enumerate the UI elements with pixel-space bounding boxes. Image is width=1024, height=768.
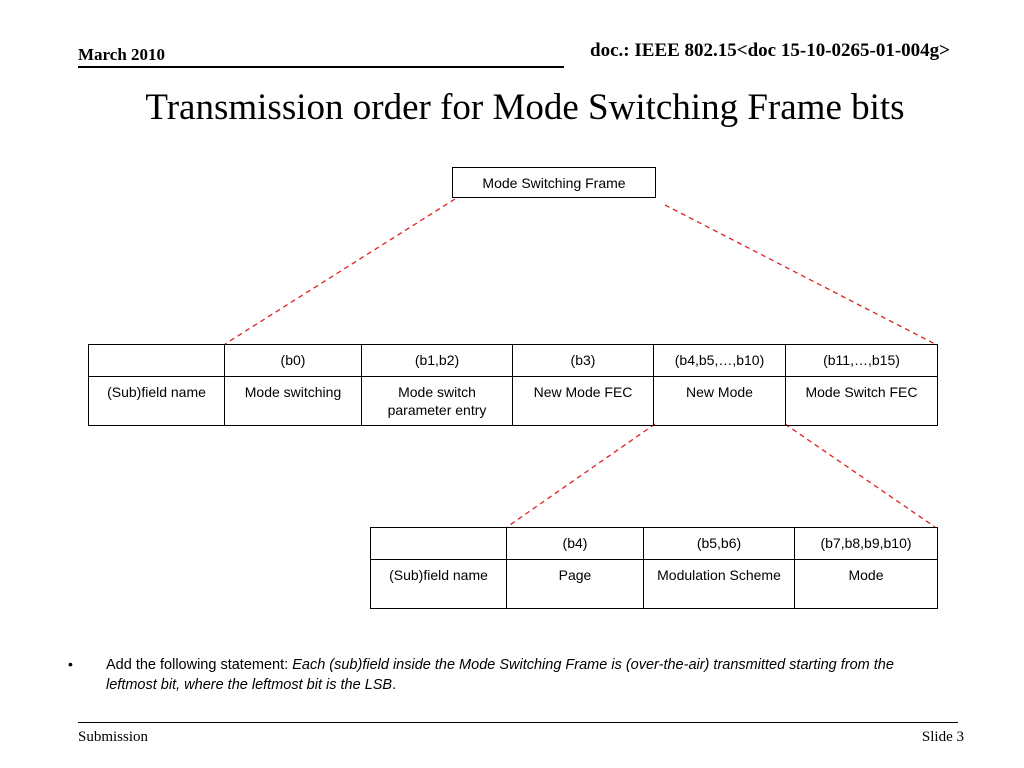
bullet-prefix: Add the following statement: bbox=[106, 657, 293, 673]
connector-sub-right bbox=[785, 424, 935, 527]
table-row-bits bbox=[371, 528, 938, 560]
slide-title: Transmission order for Mode Switching Frame bits bbox=[145, 87, 905, 128]
table-cell: (b11,…,b15) bbox=[786, 345, 938, 377]
bullet-text bbox=[106, 655, 926, 695]
bullet-statement: Each (sub)field inside the Mode Switching Frame is (over-the-air) transmitted starting from the leftmost bit, where the leftmost bit is the LSB bbox=[106, 657, 894, 693]
table-cell: (b3) bbox=[513, 345, 654, 377]
mode-switching-frame-box bbox=[452, 167, 656, 198]
table-cell: (b7,b8,b9,b10) bbox=[795, 528, 938, 560]
footer-slide-number: Slide 3 bbox=[921, 729, 964, 745]
footer-divider bbox=[78, 722, 958, 723]
table-cell: Mode Switch FEC bbox=[786, 377, 938, 426]
table-cell: New Mode FEC bbox=[513, 377, 654, 426]
table-cell: (b1,b2) bbox=[362, 345, 513, 377]
table-cell bbox=[371, 528, 507, 560]
table-cell: (b4,b5,…,b10) bbox=[654, 345, 786, 377]
table-cell: (b0) bbox=[225, 345, 362, 377]
connector-frame-right bbox=[665, 205, 935, 344]
header-date: March 2010 bbox=[78, 45, 166, 64]
table-cell: (Sub)field name bbox=[89, 377, 225, 426]
table-cell: Mode switch parameter entry bbox=[362, 377, 513, 426]
frame-field-table bbox=[88, 344, 938, 426]
table-cell: Mode bbox=[795, 560, 938, 609]
table-row-field-names bbox=[371, 560, 938, 609]
table-cell: (Sub)field name bbox=[371, 560, 507, 609]
connector-sub-left bbox=[507, 424, 655, 527]
header-doc-id: doc.: IEEE 802.15<doc 15-10-0265-01-004g> bbox=[590, 40, 950, 61]
bullet-suffix: . bbox=[392, 677, 397, 693]
new-mode-subfield-table bbox=[370, 527, 938, 609]
table-cell: New Mode bbox=[654, 377, 786, 426]
table-cell bbox=[89, 345, 225, 377]
table-cell: Page bbox=[507, 560, 644, 609]
table-cell: Modulation Scheme bbox=[644, 560, 795, 609]
table-cell: (b5,b6) bbox=[644, 528, 795, 560]
bullet-marker: • bbox=[68, 656, 73, 672]
connector-frame-left bbox=[225, 199, 455, 344]
table-row-field-names bbox=[89, 377, 938, 426]
mode-switching-frame-label: Mode Switching Frame bbox=[482, 174, 626, 191]
table-row-bits bbox=[89, 345, 938, 377]
table-cell: Mode switching bbox=[225, 377, 362, 426]
table-cell: (b4) bbox=[507, 528, 644, 560]
footer-submission: Submission bbox=[78, 729, 149, 745]
